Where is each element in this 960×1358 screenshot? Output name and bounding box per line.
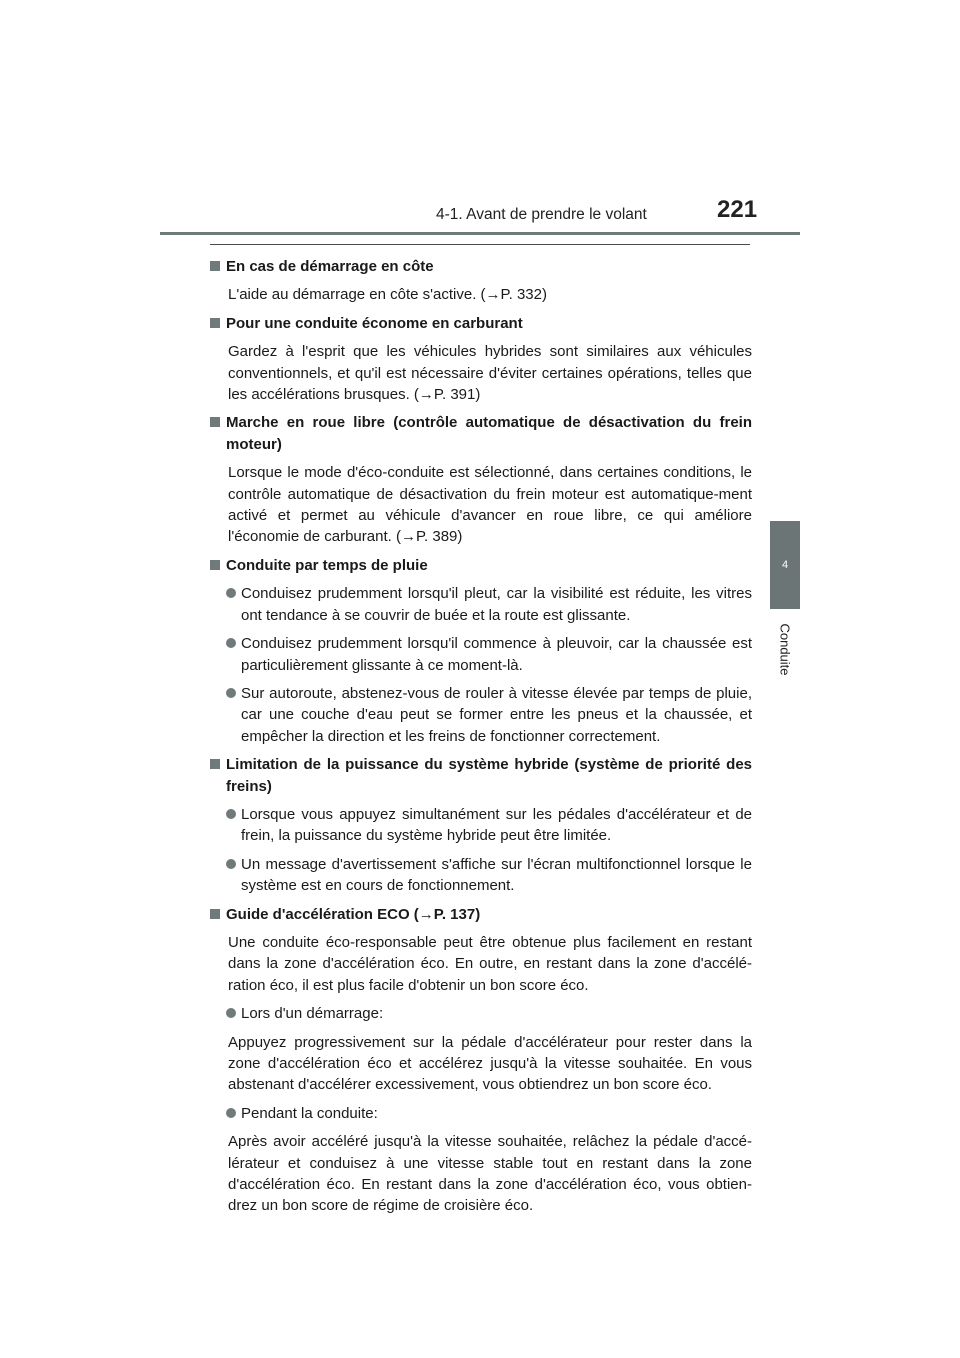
section-heading bbox=[210, 904, 752, 925]
chapter-tab bbox=[770, 521, 800, 609]
bullet-text: Lors d'un démarrage: bbox=[241, 1005, 384, 1023]
paragraph: Une conduite éco-responsable peut être obtenue plus facilement en restant dans la zone d'accélération éco. En outre, en restant dans la zone d'accélé-ration éco, il est plus facile d'obtenir un bon score éco. bbox=[228, 933, 752, 994]
section-heading bbox=[210, 313, 752, 334]
chapter-number: 4 bbox=[781, 559, 789, 571]
section-heading bbox=[210, 754, 752, 797]
bullet-item bbox=[210, 804, 752, 847]
section-heading bbox=[210, 256, 752, 277]
section-heading bbox=[210, 555, 752, 576]
heading-text: Marche en roue libre (contrôle automatique de désactivation du frein moteur) bbox=[226, 414, 752, 453]
page-content bbox=[210, 256, 752, 1224]
heading-text: Pour une conduite économe en carburant bbox=[226, 314, 523, 332]
square-bullet-icon bbox=[210, 909, 220, 919]
bullet-item bbox=[210, 583, 752, 626]
heading-text: Conduite par temps de pluie bbox=[226, 556, 428, 574]
bullet-text: Conduisez prudemment lorsqu'il commence à pleuvoir, car la chaussée est particulièrement glissante à ce moment-là. bbox=[241, 635, 752, 674]
square-bullet-icon bbox=[210, 759, 220, 769]
circle-bullet-icon bbox=[226, 1108, 236, 1118]
circle-bullet-icon bbox=[226, 859, 236, 869]
square-bullet-icon bbox=[210, 560, 220, 570]
heading-text: En cas de démarrage en côte bbox=[226, 258, 434, 275]
bullet-item bbox=[210, 683, 752, 747]
section-heading bbox=[210, 412, 752, 455]
circle-bullet-icon bbox=[226, 638, 236, 648]
header-divider bbox=[160, 232, 800, 235]
paragraph: Gardez à l'esprit que les véhicules hybrides sont similaires aux véhicules conventionnels, et qu'il est nécessaire d'éviter certaines opérations, telles que les accélérations brusques. (→P. 391) bbox=[228, 343, 752, 404]
paragraph: L'aide au démarrage en côte s'active. (→P. 332) bbox=[228, 286, 547, 304]
heading-text: Guide d'accélération ECO (→P. 137) bbox=[226, 905, 481, 923]
paragraph: Appuyez progressivement sur la pédale d'accélérateur pour rester dans la zone d'accélération éco et accélérez jusqu'à la vitesse souhaitée. En vous abstenant d'accélérer excessivement, vous obtiendrez un bon score éco. bbox=[228, 1033, 752, 1094]
content-divider bbox=[210, 244, 750, 245]
square-bullet-icon bbox=[210, 261, 220, 271]
circle-bullet-icon bbox=[226, 688, 236, 698]
bullet-text: Un message d'avertissement s'affiche sur l'écran multifonctionnel lorsque le système est en cours de fonctionnement. bbox=[241, 855, 752, 895]
paragraph: Après avoir accéléré jusqu'à la vitesse souhaitée, relâchez la pédale d'accé-lérateur et conduisez à une vitesse stable tout en restant dans la zone d'accélération éco. En restant dans la zone d'accélération éco, vous obtien-drez un bon score de régime de croisière éco. bbox=[228, 1133, 752, 1215]
square-bullet-icon bbox=[210, 417, 220, 427]
square-bullet-icon bbox=[210, 318, 220, 328]
chapter-label-container bbox=[770, 614, 800, 684]
page-number: 221 bbox=[717, 196, 758, 223]
bullet-text: Lorsque vous appuyez simultanément sur les pédales d'accélérateur et de frein, la puissance du système hybride peut être limitée. bbox=[241, 805, 752, 845]
heading-text: Limitation de la puissance du système hybride (système de priorité des freins) bbox=[226, 756, 752, 795]
running-header-section: 4-1. Avant de prendre le volant bbox=[436, 206, 647, 223]
bullet-item bbox=[210, 854, 752, 897]
bullet-item bbox=[210, 1103, 752, 1124]
chapter-label: Conduite bbox=[777, 622, 793, 676]
paragraph: Lorsque le mode d'éco-conduite est sélectionné, dans certaines conditions, le contrôle automatique de désactivation du frein moteur est automatique-ment activé et permet au véhicule d'avancer en roue libre, ce qui améliore l'économie de carburant. (→P. 389) bbox=[228, 464, 752, 546]
circle-bullet-icon bbox=[226, 588, 236, 598]
bullet-item bbox=[210, 1003, 752, 1024]
bullet-text: Sur autoroute, abstenez-vous de rouler à vitesse élevée par temps de pluie, car une couche d'eau peut se former entre les pneus et la chaussée, et empêcher la direction et les freins de fonctionner correctement. bbox=[241, 684, 752, 745]
circle-bullet-icon bbox=[226, 809, 236, 819]
bullet-item bbox=[210, 633, 752, 676]
circle-bullet-icon bbox=[226, 1008, 236, 1018]
bullet-text: Conduisez prudemment lorsqu'il pleut, car la visibilité est réduite, les vitres ont tendance à se couvrir de buée et la route est glissante. bbox=[241, 585, 752, 624]
bullet-text: Pendant la conduite: bbox=[241, 1104, 378, 1122]
